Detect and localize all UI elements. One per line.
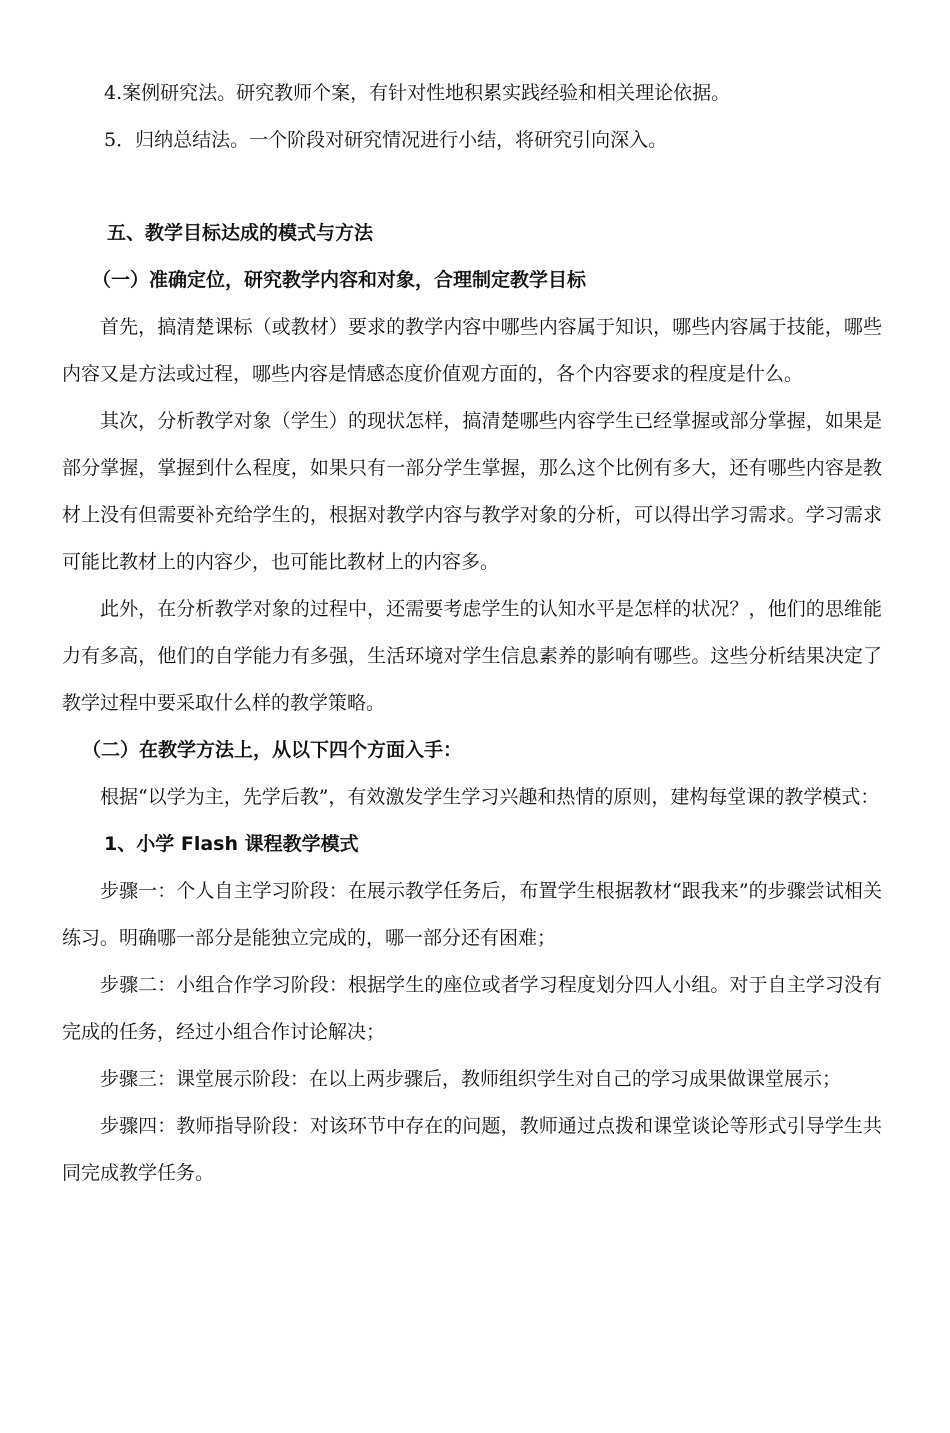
paragraph-first: 首先，搞清楚课标（或教材）要求的教学内容中哪些内容属于知识，哪些内容属于技能，哪些内容又是方法或过程，哪些内容是情感态度价值观方面的，各个内容要求的程度是什么。: [62, 316, 882, 385]
step-2-paragraph: 步骤二：小组合作学习阶段：根据学生的座位或者学习程度划分四人小组。对于自主学习没有完成的任务，经过小组合作讨论解决；: [62, 974, 882, 1043]
paragraph-second: 其次，分析教学对象（学生）的现状怎样，搞清楚哪些内容学生已经掌握或部分掌握，如果是部分掌握，掌握到什么程度，如果只有一部分学生掌握，那么这个比例有多大，还有哪些内容是教材上没有但需要补充给学生的，根据对教学内容与教学对象的分析，可以得出学习需求。学习需求可能比教材上的内容少，也可能比教材上的内容多。: [62, 410, 882, 573]
method-5-line: 5．归纳总结法。一个阶段对研究情况进行小结，将研究引向深入。: [104, 129, 668, 151]
paragraph-third: 此外，在分析教学对象的过程中，还需要考虑学生的认知水平是怎样的状况？，他们的思维能力有多高，他们的自学能力有多强，生活环境对学生信息素养的影响有哪些。这些分析结果决定了教学过程中要采取什么样的教学策略。: [62, 598, 882, 714]
step-3-paragraph: 步骤三：课堂展示阶段：在以上两步骤后，教师组织学生对自己的学习成果做课堂展示；: [100, 1068, 842, 1090]
section-gap: [62, 164, 882, 210]
subsection-2-heading: （二）在教学方法上，从以下四个方面入手：: [82, 739, 463, 761]
section-heading: 五、教学目标达成的模式与方法: [107, 222, 374, 244]
subsection-1-heading: （一）准确定位，研究教学内容和对象，合理制定教学目标: [92, 269, 587, 291]
method-4-line: 4.案例研究法。研究教师个案，有针对性地积累实践经验和相关理论依据。: [104, 82, 731, 104]
step-4-paragraph: 步骤四：教师指导阶段：对该环节中存在的问题，教师通过点拨和课堂谈论等形式引导学生共同完成教学任务。: [62, 1115, 882, 1184]
model-1-heading: 1、小学 Flash 课程教学模式: [104, 833, 359, 855]
step-1-paragraph: 步骤一：个人自主学习阶段：在展示教学任务后，布置学生根据教材“跟我来”的步骤尝试相关练习。明确哪一部分是能独立完成的，哪一部分还有困难；: [62, 880, 882, 949]
paragraph-intro: 根据“以学为主，先学后教”，有效激发学生学习兴趣和热情的原则，建构每堂课的教学模式：: [100, 786, 880, 808]
